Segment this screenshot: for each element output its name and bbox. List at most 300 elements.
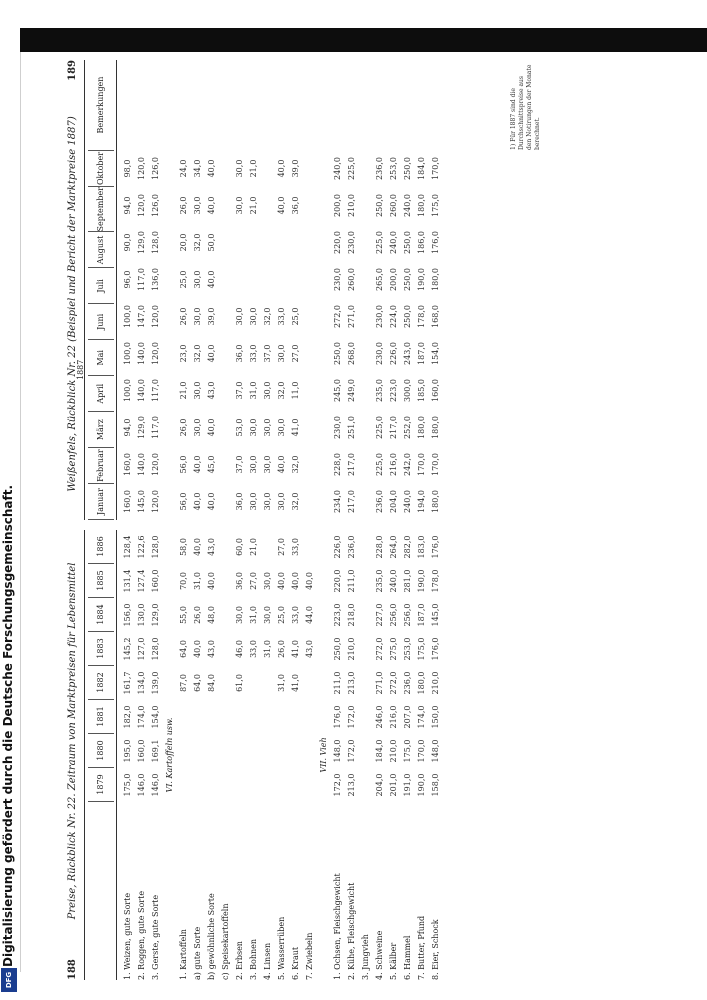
table-cell: 148,0 (332, 739, 342, 763)
table-cell: 94,0 (122, 196, 132, 215)
table-cell: 204,0 (374, 773, 384, 797)
table-cell: 190,0 (416, 268, 426, 291)
table-cell: 56,0 (178, 455, 188, 474)
table-cell: 43,0 (206, 538, 216, 556)
table-cell: 213,0 (346, 671, 356, 695)
table-cell: 227,0 (374, 603, 384, 627)
table-cell: 40,0 (290, 572, 300, 590)
row-label: a) gute Sorte (192, 926, 202, 980)
table-cell: 158,0 (430, 773, 440, 797)
table-cell: 150,0 (430, 705, 440, 729)
table-cell: 250,0 (332, 637, 342, 661)
table-cell: 228,0 (332, 453, 342, 476)
table-cell: 41,0 (290, 674, 300, 692)
table-cell: 175,0 (430, 194, 440, 217)
table-cell: 184,0 (374, 739, 384, 763)
header-rule (84, 60, 85, 520)
table-cell: 223,0 (388, 379, 398, 402)
table-cell: 176,0 (430, 231, 440, 254)
table-cell: 26,0 (192, 606, 202, 624)
table-cell: 50,0 (206, 233, 216, 252)
table-cell: 183,0 (416, 535, 426, 559)
table-cell: 120,0 (136, 157, 146, 180)
table-cell: 30,0 (276, 492, 286, 511)
table-cell: 174,0 (136, 705, 146, 729)
year-header: 1881 (88, 700, 114, 734)
table-cell: 33,0 (290, 606, 300, 624)
table-cell: 250,0 (402, 305, 412, 328)
table-row (288, 60, 302, 520)
table-row (274, 60, 288, 520)
table-row (218, 530, 232, 980)
year-header: 1880 (88, 734, 114, 768)
table-cell: 40,0 (206, 572, 216, 590)
table-cell: 128,4 (122, 535, 132, 559)
table-row (386, 60, 400, 520)
table-cell: 251,0 (346, 416, 356, 439)
table-cell: 160,0 (122, 453, 132, 476)
table-row (148, 60, 162, 520)
table-row (400, 60, 414, 520)
table-cell: 33,0 (290, 538, 300, 556)
table-cell: 30,0 (262, 572, 272, 590)
sidebar-caption: Digitalisierung gefördert durch die Deutsche Forschungsgemeinschaft. (1, 484, 15, 967)
table-cell: 200,0 (388, 268, 398, 291)
table-cell: 223,0 (332, 603, 342, 627)
table-cell: 250,0 (402, 157, 412, 180)
row-label: 3. Gerste, gute Sorte (150, 894, 160, 980)
table-cell: 252,0 (402, 416, 412, 439)
table-cell: 174,0 (416, 705, 426, 729)
table-cell: 126,0 (150, 157, 160, 180)
table-cell: 30,0 (248, 307, 258, 326)
table-cell: 213,0 (346, 773, 356, 797)
table-cell: 265,0 (374, 268, 384, 291)
row-label: 4. Schweine (374, 930, 384, 980)
table-cell: 31,0 (276, 674, 286, 692)
table-cell: 30,0 (192, 270, 202, 289)
table-cell: 39,0 (290, 159, 300, 178)
row-label: 5. Kälber (388, 942, 398, 980)
table-cell: 43,0 (304, 640, 314, 658)
table-cell: 36,0 (234, 492, 244, 511)
month-header: März (88, 412, 114, 448)
table-cell: 271,0 (374, 671, 384, 695)
table-cell: 268,0 (346, 342, 356, 365)
table-cell: 230,0 (332, 268, 342, 291)
table-cell: 32,0 (192, 344, 202, 363)
table-cell: 40,0 (276, 455, 286, 474)
table-cell: 33,0 (276, 307, 286, 326)
table-cell: 25,0 (290, 307, 300, 326)
table-cell: 90,0 (122, 233, 132, 252)
table-cell: 120,0 (150, 342, 160, 365)
row-label: 8. Eier, Schock (430, 919, 440, 980)
table-cell: 120,0 (150, 305, 160, 328)
table-cell: 100,0 (122, 379, 132, 402)
table-row (190, 530, 204, 980)
table-row (232, 530, 246, 980)
table-cell: 130,0 (136, 603, 146, 627)
table-row (330, 60, 344, 520)
table-cell: 145,0 (136, 490, 146, 513)
table-cell: 127,0 (136, 637, 146, 661)
table-cell: 40,0 (206, 492, 216, 511)
table-row (204, 530, 218, 980)
table-cell: 210,0 (388, 739, 398, 763)
table-cell: 30,0 (234, 606, 244, 624)
table-cell: 20,0 (178, 233, 188, 252)
table-cell: 226,0 (332, 535, 342, 559)
table-cell: 195,0 (122, 739, 132, 763)
table-cell: 34,0 (192, 159, 202, 178)
table-cell: 225,0 (374, 231, 384, 254)
table-row (246, 530, 260, 980)
table-cell: 253,0 (388, 157, 398, 180)
table-cell: 120,0 (150, 453, 160, 476)
table-cell: 40,0 (304, 572, 314, 590)
left-column-header (88, 530, 114, 980)
remarks-note: 1) Für 1887 sind die Durchschnittspreise aus den Notirungen der Monate berechnet. (510, 64, 541, 150)
table-cell: 180,0 (416, 416, 426, 439)
table-cell: 236,0 (346, 535, 356, 559)
table-cell: 128,0 (150, 231, 160, 254)
month-header: Februar (88, 448, 114, 484)
table-cell: 191,0 (402, 773, 412, 797)
table-cell: 32,0 (290, 492, 300, 511)
table-cell: 218,0 (346, 603, 356, 627)
table-cell: 84,0 (206, 674, 216, 692)
scanned-page (40, 60, 700, 980)
table-cell: 234,0 (332, 490, 342, 513)
table-cell: 100,0 (122, 305, 132, 328)
table-cell: 207,0 (402, 705, 412, 729)
table-cell: 170,0 (430, 453, 440, 476)
table-row (302, 60, 316, 520)
table-cell: 230,0 (346, 231, 356, 254)
table-cell: 30,0 (192, 381, 202, 400)
table-cell: 220,0 (332, 569, 342, 593)
section-row (162, 530, 176, 980)
table-row (162, 60, 176, 520)
table-cell: 56,0 (178, 492, 188, 511)
table-cell: 55,0 (178, 606, 188, 624)
section-row (316, 530, 330, 980)
table-cell: 246,0 (374, 705, 384, 729)
year-1887-header: 1887 (76, 359, 85, 380)
year-header: 1886 (88, 530, 114, 564)
table-cell: 176,0 (430, 637, 440, 661)
table-cell: 44,0 (304, 606, 314, 624)
table-cell: 180,0 (430, 268, 440, 291)
table-cell: 45,0 (206, 455, 216, 474)
table-cell: 117,0 (150, 416, 160, 439)
row-label: 1. Kartoffeln (178, 929, 188, 980)
table-cell: 11,0 (290, 381, 300, 400)
right-column-header (88, 60, 114, 520)
table-cell: 30,0 (192, 196, 202, 215)
table-cell: 64,0 (178, 640, 188, 658)
table-row (246, 60, 260, 520)
table-cell: 146,0 (150, 773, 160, 797)
table-cell: 236,0 (402, 671, 412, 695)
month-header: Mai (88, 340, 114, 376)
section-heading: VI. Kartoffeln usw. (164, 717, 174, 793)
table-cell: 36,0 (234, 344, 244, 363)
table-cell: 180,0 (430, 416, 440, 439)
right-page (40, 60, 700, 520)
table-cell: 127,4 (136, 569, 146, 593)
table-cell: 26,0 (178, 307, 188, 326)
table-cell: 160,0 (430, 379, 440, 402)
table-cell: 98,0 (122, 159, 132, 178)
table-cell: 37,0 (234, 381, 244, 400)
table-row (358, 530, 372, 980)
year-header: 1879 (88, 768, 114, 802)
left-page-number: 188 (66, 959, 78, 980)
table-row (148, 530, 162, 980)
table-cell: 178,0 (430, 569, 440, 593)
table-cell: 148,0 (430, 739, 440, 763)
header-rule (84, 530, 85, 980)
table-cell: 185,0 (416, 379, 426, 402)
left-page (40, 530, 700, 980)
table-cell: 30,0 (276, 418, 286, 437)
table-row (120, 530, 134, 980)
table-cell: 217,0 (346, 490, 356, 513)
table-cell: 154,0 (430, 342, 440, 365)
month-header: April (88, 376, 114, 412)
table-cell: 41,0 (290, 640, 300, 658)
year-header: 1882 (88, 666, 114, 700)
row-label: 7. Butter, Pfund (416, 915, 426, 980)
table-cell: 170,0 (430, 157, 440, 180)
table-cell: 253,0 (402, 637, 412, 661)
month-header: August (88, 233, 114, 269)
table-cell: 30,0 (262, 381, 272, 400)
table-cell: 272,0 (388, 671, 398, 695)
table-cell: 37,0 (234, 455, 244, 474)
table-cell: 175,0 (402, 739, 412, 763)
table-row (134, 530, 148, 980)
table-cell: 40,0 (276, 159, 286, 178)
right-page-number: 189 (66, 60, 78, 81)
table-cell: 271,0 (346, 305, 356, 328)
table-row (260, 530, 274, 980)
table-cell: 39,0 (206, 307, 216, 326)
table-cell: 32,0 (192, 233, 202, 252)
table-row (176, 530, 190, 980)
table-cell: 120,0 (136, 194, 146, 217)
table-cell: 224,0 (388, 305, 398, 328)
table-cell: 43,0 (206, 640, 216, 658)
table-row (386, 530, 400, 980)
table-cell: 61,0 (234, 674, 244, 692)
table-cell: 145,2 (122, 637, 132, 661)
table-cell: 225,0 (346, 157, 356, 180)
table-cell: 64,0 (192, 674, 202, 692)
table-cell: 180,0 (430, 490, 440, 513)
table-cell: 170,0 (416, 453, 426, 476)
table-cell: 30,0 (262, 455, 272, 474)
month-headers (88, 151, 114, 520)
table-cell: 129,0 (136, 231, 146, 254)
table-cell: 147,0 (136, 305, 146, 328)
table-cell: 272,0 (374, 637, 384, 661)
row-label: 4. Linsen (262, 942, 272, 980)
table-cell: 134,0 (136, 671, 146, 695)
table-row (204, 60, 218, 520)
year-header: 1885 (88, 564, 114, 598)
table-cell: 211,0 (332, 671, 342, 695)
table-cell: 21,0 (178, 381, 188, 400)
table-cell: 30,0 (248, 455, 258, 474)
row-label: 2. Kühe, Fleischgewicht (346, 882, 356, 980)
table-cell: 32,0 (262, 307, 272, 326)
table-row (344, 60, 358, 520)
table-cell: 250,0 (374, 194, 384, 217)
table-cell: 48,0 (206, 606, 216, 624)
table-row (274, 530, 288, 980)
table-cell: 21,0 (248, 159, 258, 178)
table-cell: 230,0 (332, 416, 342, 439)
table-cell: 31,0 (248, 381, 258, 400)
table-cell: 200,0 (332, 194, 342, 217)
table-cell: 30,0 (262, 418, 272, 437)
table-row (134, 60, 148, 520)
month-header: Oktober (88, 151, 114, 187)
table-cell: 31,0 (192, 572, 202, 590)
table-cell: 216,0 (388, 453, 398, 476)
table-cell: 161,7 (122, 671, 132, 695)
table-row (400, 530, 414, 980)
table-cell: 250,0 (332, 342, 342, 365)
table-cell: 87,0 (178, 674, 188, 692)
table-cell: 211,0 (346, 569, 356, 593)
header-bottom-rule (116, 530, 117, 980)
table-cell: 128,0 (150, 637, 160, 661)
row-label: 5. Wasserrüben (276, 916, 286, 980)
table-cell: 36,0 (234, 572, 244, 590)
table-cell: 30,0 (248, 418, 258, 437)
table-cell: 281,0 (402, 569, 412, 593)
table-cell: 240,0 (402, 490, 412, 513)
table-row (288, 530, 302, 980)
table-row (232, 60, 246, 520)
table-cell: 100,0 (122, 342, 132, 365)
table-cell: 172,0 (346, 739, 356, 763)
table-cell: 46,0 (234, 640, 244, 658)
month-header: September (88, 187, 114, 233)
left-table-body (120, 530, 442, 980)
table-cell: 168,0 (430, 305, 440, 328)
scan-edge (20, 52, 21, 972)
table-cell: 94,0 (122, 418, 132, 437)
table-cell: 194,0 (416, 490, 426, 513)
table-cell: 230,0 (374, 342, 384, 365)
table-cell: 236,0 (374, 490, 384, 513)
table-cell: 30,0 (234, 307, 244, 326)
table-row (120, 60, 134, 520)
table-cell: 180,0 (416, 194, 426, 217)
rotated-spread (40, 60, 700, 980)
table-cell: 201,0 (388, 773, 398, 797)
table-cell: 178,0 (416, 305, 426, 328)
table-cell: 156,0 (122, 603, 132, 627)
month-header: Juli (88, 268, 114, 304)
table-cell: 129,0 (136, 416, 146, 439)
label-column-header (88, 802, 114, 980)
row-label: 1. Ochsen, Fleischgewicht (332, 873, 342, 980)
table-cell: 40,0 (206, 418, 216, 437)
table-cell: 210,0 (346, 637, 356, 661)
table-cell: 58,0 (178, 538, 188, 556)
table-cell: 245,0 (332, 379, 342, 402)
row-label: 2. Roggen, gute Sorte (136, 890, 146, 980)
table-cell: 175,0 (122, 773, 132, 797)
table-cell: 160,0 (122, 490, 132, 513)
table-cell: 30,0 (262, 606, 272, 624)
table-cell: 242,0 (402, 453, 412, 476)
table-cell: 176,0 (332, 705, 342, 729)
table-cell: 30,0 (192, 418, 202, 437)
table-cell: 235,0 (374, 379, 384, 402)
table-cell: 240,0 (402, 194, 412, 217)
table-cell: 264,0 (388, 535, 398, 559)
table-cell: 30,0 (276, 344, 286, 363)
table-cell: 250,0 (402, 268, 412, 291)
table-cell: 122,6 (136, 535, 146, 559)
month-header: Januar (88, 484, 114, 520)
table-cell: 37,0 (262, 344, 272, 363)
table-cell: 26,0 (178, 196, 188, 215)
table-cell: 140,0 (136, 342, 146, 365)
table-row (344, 530, 358, 980)
table-cell: 250,0 (402, 231, 412, 254)
table-cell: 260,0 (388, 194, 398, 217)
dfg-logo (1, 968, 17, 992)
row-label: b) gewöhnliche Sorte (206, 893, 216, 980)
table-cell: 249,0 (346, 379, 356, 402)
table-cell: 40,0 (192, 640, 202, 658)
table-cell: 256,0 (402, 603, 412, 627)
row-label: 1. Weizen, gute Sorte (122, 892, 132, 980)
table-cell: 30,0 (234, 196, 244, 215)
row-label: c) Speisekartoffeln (220, 903, 230, 980)
row-label: 2. Erbsen (234, 941, 244, 980)
table-cell: 25,0 (276, 606, 286, 624)
right-table-body (120, 60, 442, 520)
table-cell: 117,0 (150, 379, 160, 402)
table-row (372, 530, 386, 980)
table-cell: 190,0 (416, 569, 426, 593)
right-running-head (64, 60, 80, 520)
table-cell: 275,0 (388, 637, 398, 661)
table-row (190, 60, 204, 520)
row-label: 3. Bohnen (248, 938, 258, 980)
table-row (302, 530, 316, 980)
table-cell: 27,0 (276, 538, 286, 556)
table-cell: 33,0 (248, 640, 258, 658)
table-row (176, 60, 190, 520)
table-cell: 33,0 (248, 344, 258, 363)
table-cell: 27,0 (248, 572, 258, 590)
table-cell: 40,0 (206, 344, 216, 363)
table-cell: 31,0 (248, 606, 258, 624)
table-row (316, 60, 330, 520)
sidebar (1, 484, 17, 967)
table-cell: 228,0 (374, 535, 384, 559)
